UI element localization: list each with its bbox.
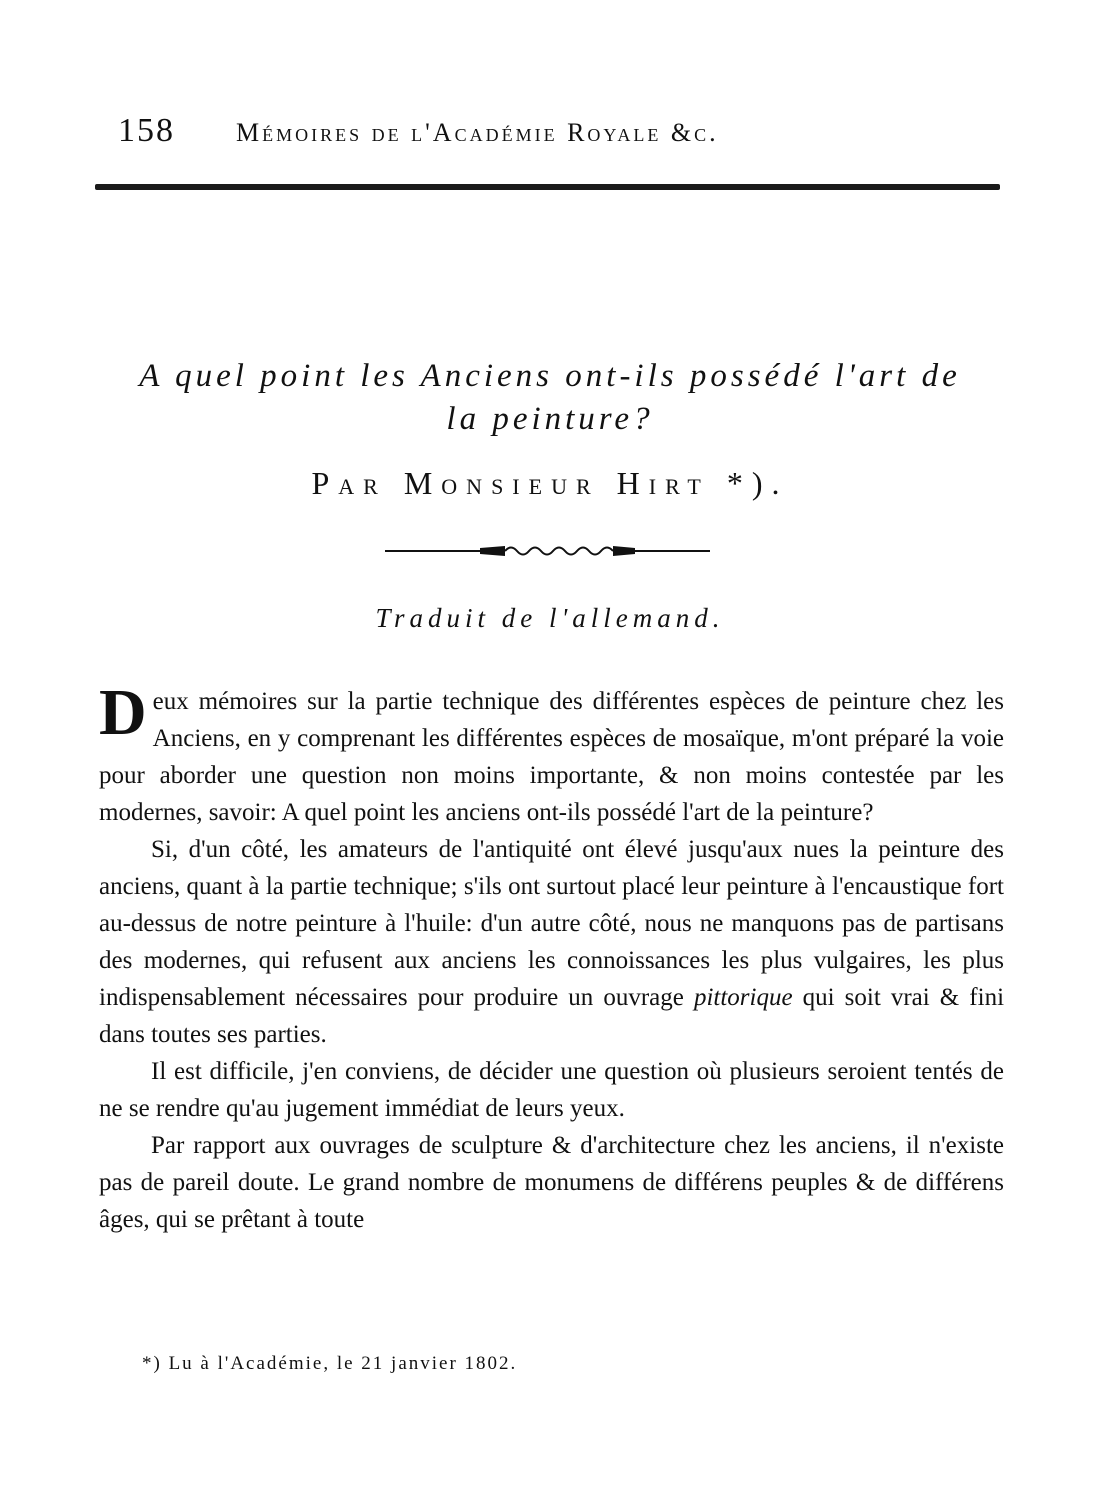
page-number: 158 (118, 112, 175, 149)
paragraph-2-italic: pittorique (693, 984, 793, 1011)
paragraph-2-text-b: qui soit vrai & fini dans toutes ses parties. (99, 984, 1005, 1048)
paragraph-3: Il est difficile, j'en conviens, de décider une question où plusieurs seroient tentés de ne se rendre qu'au jugement immédiat de leurs yeux. (99, 1058, 1004, 1122)
article-body (99, 676, 1005, 1238)
running-title: Mémoires de l'Académie Royale &c. (236, 118, 719, 147)
header-rule (95, 184, 1000, 190)
article-subtitle: Traduit de l'allemand. (375, 603, 725, 633)
ornament-divider-icon (385, 536, 710, 566)
paragraph-4: Par rapport aux ouvrages de sculpture & d'architecture chez les anciens, il n'existe pas de pareil doute. Le grand nombre de monumens de différens peuples & de différens âges, qui se prêtant à toute (99, 1132, 1004, 1233)
title-line-1: A quel point les Anciens ont-ils possédé l'art de (139, 358, 961, 394)
footnote: *) Lu à l'Académie, le 21 janvier 1802. (142, 1353, 518, 1374)
article-title (90, 355, 1010, 441)
paragraph-1-text: eux mémoires sur la partie technique des différentes espèces de peinture chez les Anciens, en y comprenant les différentes espèces de mosaïque, m'ont préparé la voie pour aborder une question non moins importante, & non moins contestée par les modernes, savoir: A quel point les anciens ont-ils possédé l'art de la peinture? (99, 688, 1004, 826)
paragraph-2-text-a: Si, d'un côté, les amateurs de l'antiquité ont élevé jusqu'aux nues la peinture des anciens, quant à la partie technique; s'ils ont surtout placé leur peinture à l'encaustique fort au-dessus de notre peinture à l'huile: d'un autre côté, nous ne manquons pas de partisans des modernes, qui refusent aux anciens les connoissances les plus vulgaires, les plus indispensablement nécessaires pour produire un ouvrage (99, 836, 1004, 1011)
title-line-2: la peinture? (446, 401, 654, 437)
article-author: Par Monsieur Hirt *). (311, 465, 789, 501)
page-header (118, 112, 878, 162)
paragraph-2 (99, 831, 1004, 1053)
paragraph-1 (99, 676, 1004, 831)
drop-cap: D (99, 676, 147, 749)
